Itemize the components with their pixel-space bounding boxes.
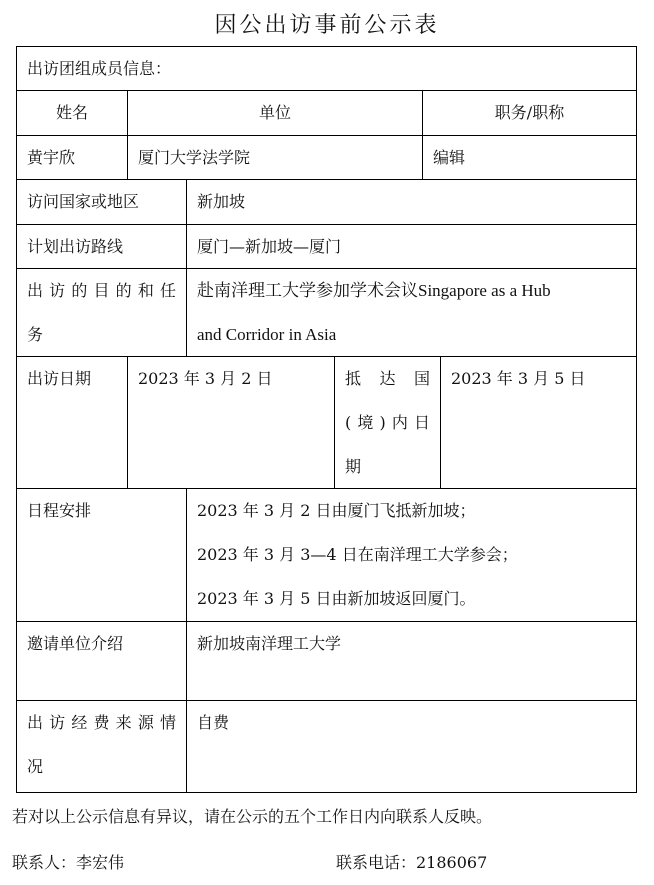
route-value-cell xyxy=(187,225,637,269)
header-position-cell xyxy=(423,91,637,136)
header-unit: 单位 xyxy=(258,103,291,122)
arrive-label-line3: 期 xyxy=(345,457,362,476)
contact-person: 联系人：李宏伟 xyxy=(12,853,125,872)
funding-value-cell xyxy=(187,701,637,793)
depart-label-cell xyxy=(16,357,128,489)
purpose-value-cell xyxy=(187,269,637,357)
depart-value: 2023 年 3 月 2 日 xyxy=(138,369,273,388)
schedule-label: 日程安排 xyxy=(27,501,92,520)
header-position: 职务/职称 xyxy=(494,103,565,122)
page-title: 因公出访事前公示表 xyxy=(214,13,440,38)
schedule-item: 2023 年 3 月 2 日由厦门飞抵新加坡； xyxy=(197,501,476,520)
funding-label-line1: 出访经费来源情 xyxy=(27,713,176,732)
contact-phone: 联系电话：2186067 xyxy=(336,853,488,872)
purpose-label-cell xyxy=(16,269,187,357)
purpose-label-line1: 出访的目的和任 xyxy=(27,281,176,300)
funding-value: 自费 xyxy=(197,713,230,732)
schedule-value-cell xyxy=(187,489,637,622)
schedule-item: 2023 年 3 月 5 日由新加坡返回厦门。 xyxy=(197,589,476,608)
arrive-label-line2: (境)内日 xyxy=(345,413,430,432)
arrive-value: 2023 年 3 月 5 日 xyxy=(451,369,586,388)
depart-value-cell xyxy=(128,357,335,489)
route-label: 计划出访路线 xyxy=(27,237,124,256)
member-position: 编辑 xyxy=(433,148,466,167)
funding-label-line2: 况 xyxy=(27,757,44,776)
purpose-value-line1: 赴南洋理工大学参加学术会议Singapore as a Hub xyxy=(197,281,551,300)
member-unit: 厦门大学法学院 xyxy=(138,148,251,167)
member-name-cell xyxy=(16,136,128,180)
country-value: 新加坡 xyxy=(197,192,246,211)
purpose-label-line2: 务 xyxy=(27,325,44,344)
route-value: 厦门—新加坡—厦门 xyxy=(197,237,342,256)
member-unit-cell xyxy=(128,136,423,180)
arrive-label-line1: 抵 达 国 xyxy=(345,369,430,388)
funding-label-cell xyxy=(16,701,187,793)
depart-label: 出访日期 xyxy=(27,369,92,388)
member-position-cell xyxy=(423,136,637,180)
schedule-item: 2023 年 3 月 3—4 日在南洋理工大学参会； xyxy=(197,545,518,564)
header-name-cell xyxy=(16,91,128,136)
members-label-cell xyxy=(16,46,637,91)
country-value-cell xyxy=(187,180,637,225)
schedule-label-cell xyxy=(16,489,187,622)
member-name: 黄宇欣 xyxy=(27,148,76,167)
members-label: 出访团组成员信息： xyxy=(27,59,172,78)
inviter-value-cell xyxy=(187,622,637,701)
header-unit-cell xyxy=(128,91,423,136)
route-label-cell xyxy=(16,225,187,269)
country-label-cell xyxy=(16,180,187,225)
purpose-value-line2: and Corridor in Asia xyxy=(197,325,337,344)
header-name: 姓名 xyxy=(55,103,88,122)
objection-notice: 若对以上公示信息有异议，请在公示的五个工作日内向联系人反映。 xyxy=(12,807,493,826)
inviter-label-cell xyxy=(16,622,187,701)
arrive-label-cell xyxy=(335,357,441,489)
inviter-value: 新加坡南洋理工大学 xyxy=(197,634,342,653)
country-label: 访问国家或地区 xyxy=(27,192,140,211)
inviter-label: 邀请单位介绍 xyxy=(27,634,124,653)
arrive-value-cell xyxy=(441,357,637,489)
